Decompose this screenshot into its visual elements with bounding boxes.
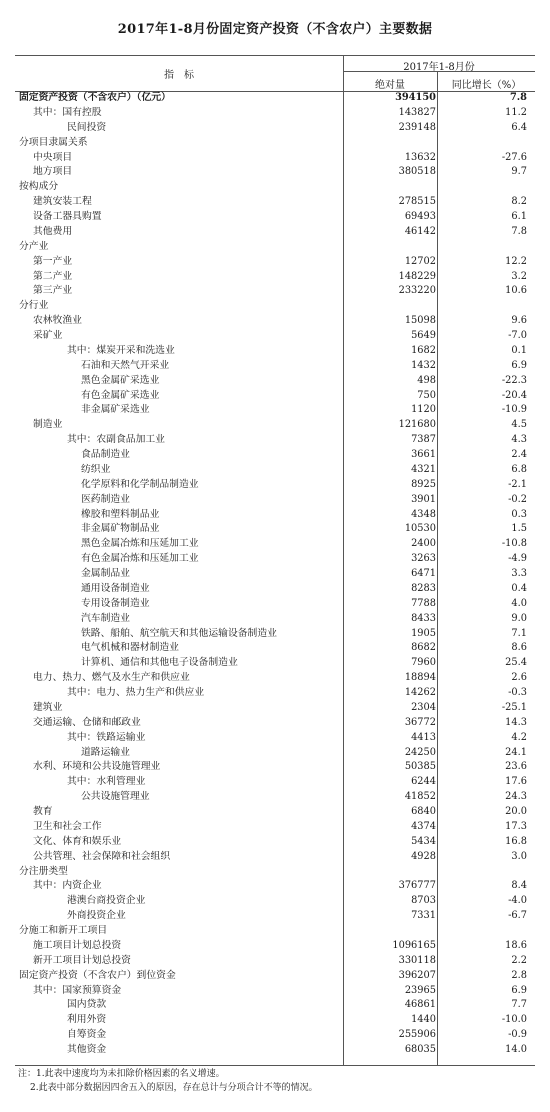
row-absolute-value: 3901: [411, 493, 436, 505]
row-growth-value: 25.4: [505, 657, 527, 669]
row-label: 电力、热力、燃气及水生产和供应业: [33, 672, 190, 684]
header-period: 2017年1-8月份: [403, 62, 475, 73]
row-growth-value: -6.7: [508, 910, 527, 922]
row-label: 交通运输、仓储和邮政业: [33, 716, 141, 728]
row-absolute-value: 2400: [411, 538, 436, 550]
row-growth-value: 2.8: [511, 969, 527, 981]
row-label: 公共设施管理业: [81, 791, 150, 803]
row-growth-value: 6.9: [511, 359, 527, 371]
row-label: 石油和天然气开采业: [81, 359, 170, 371]
row-growth-value: 4.5: [511, 419, 527, 431]
row-label: 新开工项目计划总投资: [33, 954, 131, 966]
row-growth-value: 20.0: [505, 806, 527, 817]
table-row: [15, 760, 535, 775]
row-growth-value: -4.9: [508, 553, 527, 565]
row-growth-value: -22.3: [501, 374, 527, 386]
row-label: 其中：农副食品加工业: [67, 434, 165, 446]
row-label: 其中：水利管理业: [67, 776, 146, 788]
table-row: [15, 284, 535, 299]
row-growth-value: 2.2: [511, 954, 527, 966]
table-row: [15, 686, 535, 701]
row-growth-value: 18.6: [505, 939, 527, 951]
row-absolute-value: 1432: [411, 359, 436, 371]
row-growth-value: 0.1: [511, 344, 527, 356]
row-absolute-value: 7960: [411, 657, 436, 669]
table-row: [15, 701, 535, 716]
row-growth-value: -7.0: [508, 330, 527, 341]
row-growth-value: -2.1: [508, 478, 527, 490]
table-row: [15, 716, 535, 731]
table-row: [15, 389, 535, 404]
row-growth-value: 7.1: [511, 627, 527, 639]
table-row: [15, 359, 535, 374]
row-label: 外商投资企业: [67, 910, 126, 922]
header-top-rule: [15, 55, 535, 56]
row-absolute-value: 6244: [411, 776, 436, 788]
row-absolute-value: 330118: [398, 954, 436, 966]
row-growth-value: 1.5: [511, 523, 527, 535]
table-row: [15, 582, 535, 597]
table-row: [15, 136, 535, 151]
row-absolute-value: 255906: [398, 1029, 436, 1041]
row-absolute-value: 8283: [411, 582, 436, 594]
page-title: 2017年1-8月份固定资产投资（不含农户）主要数据: [117, 22, 433, 37]
row-absolute-value: 498: [417, 374, 436, 386]
row-label: 化学原料和化学制品制造业: [81, 478, 199, 490]
table-bottom-rule: [15, 1065, 535, 1066]
row-label: 公共管理、社会保障和社会组织: [33, 850, 171, 862]
row-absolute-value: 1682: [411, 344, 436, 356]
table-row: [15, 344, 535, 359]
table-row: [15, 656, 535, 671]
row-growth-value: -10.9: [501, 404, 527, 416]
table-row: [15, 552, 535, 567]
row-growth-value: 7.8: [509, 92, 527, 103]
row-absolute-value: 41852: [404, 791, 436, 803]
row-absolute-value: 8682: [411, 642, 436, 654]
table-row: [15, 314, 535, 329]
table-row: [15, 924, 535, 939]
row-growth-value: 0.4: [511, 582, 527, 594]
row-label: 分产业: [19, 240, 49, 252]
row-absolute-value: 4321: [411, 463, 436, 475]
row-absolute-value: 1096165: [392, 939, 436, 951]
row-label: 利用外资: [67, 1014, 107, 1026]
row-growth-value: 2.6: [511, 672, 527, 684]
table-row: [15, 939, 535, 954]
table-row: [15, 478, 535, 493]
row-label: 采矿业: [33, 330, 63, 341]
row-absolute-value: 23965: [404, 984, 436, 996]
row-growth-value: 6.9: [511, 984, 527, 996]
column-divider: [343, 91, 344, 1065]
row-label: 有色金属矿采选业: [81, 389, 160, 401]
header-absolute: 绝对量: [375, 80, 405, 91]
row-label: 固定资产投资（不含农户）到位资金: [19, 969, 176, 981]
row-label: 电气机械和器材制造业: [81, 642, 179, 654]
row-label: 其中：电力、热力生产和供应业: [67, 687, 205, 698]
row-growth-value: -0.2: [508, 493, 527, 505]
table-row: [15, 850, 535, 865]
row-absolute-value: 233220: [398, 285, 436, 297]
row-label: 港澳台商投资企业: [67, 895, 146, 907]
row-label: 分行业: [19, 300, 49, 312]
footnotes: [18, 1067, 318, 1095]
table-row: [15, 270, 535, 285]
row-growth-value: 8.4: [511, 880, 527, 892]
row-absolute-value: 8433: [411, 612, 436, 624]
row-growth-value: 9.7: [511, 166, 527, 178]
row-absolute-value: 380518: [398, 166, 436, 178]
row-label: 食品制造业: [81, 449, 130, 460]
row-absolute-value: 143827: [398, 106, 436, 118]
row-label: 第二产业: [33, 270, 73, 282]
table-row: [15, 225, 535, 240]
row-label: 有色金属冶炼和压延加工业: [81, 553, 199, 565]
table-row: [15, 746, 535, 761]
row-label: 第一产业: [33, 255, 73, 267]
row-absolute-value: 376777: [398, 880, 436, 892]
row-label: 教育: [33, 806, 53, 817]
row-growth-value: -4.0: [508, 895, 527, 907]
row-absolute-value: 7788: [411, 597, 436, 609]
row-growth-value: 8.2: [511, 196, 527, 208]
row-growth-value: -0.3: [508, 687, 527, 698]
row-growth-value: 3.2: [511, 270, 527, 282]
footnote-1: 注：1.此表中速度均为未扣除价格因素的名义增速。: [18, 1069, 225, 1079]
table-row: [15, 240, 535, 255]
table-header: [15, 55, 535, 91]
table-row: [15, 91, 535, 106]
table-row: [15, 522, 535, 537]
table-row: [15, 641, 535, 656]
row-label: 设备工器具购置: [33, 211, 102, 222]
row-label: 橡胶和塑料制品业: [81, 508, 160, 520]
row-growth-value: 14.3: [505, 716, 527, 728]
row-absolute-value: 68035: [404, 1044, 436, 1055]
table-row: [15, 567, 535, 582]
row-absolute-value: 46861: [404, 999, 436, 1011]
table-row: [15, 195, 535, 210]
table-row: [15, 1028, 535, 1043]
row-label: 其他费用: [33, 225, 73, 237]
row-absolute-value: 7331: [411, 910, 436, 922]
table-row: [15, 984, 535, 999]
table-row: [15, 835, 535, 850]
row-growth-value: -10.8: [501, 538, 527, 550]
row-label: 其中：国有控股: [33, 106, 102, 118]
row-growth-value: 14.0: [505, 1044, 527, 1055]
row-absolute-value: 148229: [398, 270, 436, 282]
row-absolute-value: 7387: [411, 434, 436, 446]
row-growth-value: 6.4: [511, 121, 527, 133]
row-absolute-value: 69493: [404, 211, 436, 222]
row-label: 建筑业: [33, 701, 63, 713]
table-row: [15, 418, 535, 433]
row-growth-value: -10.0: [501, 1014, 527, 1026]
row-label: 黑色金属冶炼和压延加工业: [81, 538, 199, 550]
row-absolute-value: 4928: [411, 850, 436, 862]
row-growth-value: 2.4: [511, 449, 527, 460]
row-absolute-value: 4413: [411, 731, 436, 743]
table-row: [15, 433, 535, 448]
row-absolute-value: 4348: [411, 508, 436, 520]
row-growth-value: 8.6: [511, 642, 527, 654]
table-row: [15, 894, 535, 909]
table-row: [15, 151, 535, 166]
row-label: 分项目隶属关系: [19, 136, 88, 148]
table-row: [15, 969, 535, 984]
row-absolute-value: 394150: [395, 92, 436, 103]
row-growth-value: 17.6: [505, 776, 527, 788]
row-absolute-value: 15098: [404, 315, 436, 327]
row-label: 计算机、通信和其他电子设备制造业: [81, 657, 238, 669]
row-label: 施工项目计划总投资: [33, 939, 122, 951]
row-absolute-value: 50385: [404, 761, 436, 773]
row-label: 建筑安装工程: [33, 196, 92, 208]
row-absolute-value: 3263: [411, 553, 436, 565]
row-label: 其中：煤炭开采和洗选业: [67, 344, 175, 356]
row-absolute-value: 18894: [404, 672, 436, 684]
table-row: [15, 1043, 535, 1058]
header-indicator: 指 标: [164, 70, 194, 81]
table-row: [15, 790, 535, 805]
row-label: 铁路、船舶、航空航天和其他运输设备制造业: [81, 627, 277, 639]
table-row: [15, 627, 535, 642]
row-absolute-value: 24250: [404, 746, 436, 758]
row-label: 黑色金属矿采选业: [81, 374, 160, 386]
row-absolute-value: 1120: [411, 404, 436, 416]
row-growth-value: 4.0: [511, 597, 527, 609]
table-row: [15, 165, 535, 180]
table-row: [15, 537, 535, 552]
row-absolute-value: 1905: [411, 627, 436, 639]
table-row: [15, 775, 535, 790]
row-growth-value: 11.2: [505, 106, 527, 118]
table-row: [15, 403, 535, 418]
row-label: 国内贷款: [67, 999, 107, 1011]
column-divider-2: [437, 91, 438, 1065]
row-label: 纺织业: [81, 463, 111, 475]
row-growth-value: 10.6: [505, 285, 527, 297]
table-row: [15, 299, 535, 314]
row-label: 第三产业: [33, 285, 73, 297]
row-growth-value: 0.3: [511, 508, 527, 520]
row-absolute-value: 13632: [404, 151, 436, 163]
table-row: [15, 448, 535, 463]
row-growth-value: 17.3: [505, 820, 527, 832]
row-label: 中央项目: [33, 151, 73, 163]
row-label: 其中：国家预算资金: [33, 984, 122, 996]
row-label: 水利、环境和公共设施管理业: [33, 761, 161, 773]
table-row: [15, 820, 535, 835]
table-row: [15, 180, 535, 195]
row-growth-value: 4.3: [511, 434, 527, 446]
row-label: 卫生和社会工作: [33, 820, 102, 832]
row-label: 医药制造业: [81, 493, 130, 505]
row-absolute-value: 46142: [404, 225, 436, 237]
row-growth-value: 9.0: [511, 612, 527, 624]
row-growth-value: -27.6: [501, 151, 527, 163]
table-row: [15, 1013, 535, 1028]
row-growth-value: 23.6: [505, 761, 527, 773]
row-absolute-value: 6840: [411, 806, 436, 817]
table-row: [15, 731, 535, 746]
row-label: 制造业: [33, 419, 63, 431]
table-row: [15, 671, 535, 686]
table-row: [15, 805, 535, 820]
table-row: [15, 106, 535, 121]
row-growth-value: 6.8: [511, 463, 527, 475]
row-label: 通用设备制造业: [81, 582, 150, 594]
table-row: [15, 210, 535, 225]
footnote-2: 2.此表中部分数据因四舍五入的原因，存在总计与分项合计不等的情况。: [30, 1083, 318, 1093]
table-row: [15, 121, 535, 136]
row-label: 金属制品业: [81, 568, 130, 579]
table-row: [15, 597, 535, 612]
row-absolute-value: 6471: [411, 568, 436, 579]
row-label: 非金属矿物制品业: [81, 523, 160, 535]
row-absolute-value: 8703: [411, 895, 436, 907]
row-absolute-value: 12702: [404, 255, 436, 267]
row-absolute-value: 750: [417, 389, 436, 401]
table-row: [15, 255, 535, 270]
row-growth-value: 7.8: [511, 225, 527, 237]
row-absolute-value: 396207: [398, 969, 436, 981]
table-row: [15, 612, 535, 627]
table-row: [15, 909, 535, 924]
row-label: 其中：铁路运输业: [67, 731, 146, 743]
table-row: [15, 374, 535, 389]
row-absolute-value: 4374: [411, 820, 436, 832]
row-absolute-value: 121680: [398, 419, 436, 431]
row-growth-value: 16.8: [505, 835, 527, 847]
table-row: [15, 998, 535, 1013]
row-absolute-value: 10530: [404, 523, 436, 535]
row-label: 其他资金: [67, 1044, 107, 1055]
row-label: 分注册类型: [19, 865, 68, 877]
table-row: [15, 865, 535, 880]
row-label: 道路运输业: [81, 746, 130, 758]
row-absolute-value: 239148: [398, 121, 436, 133]
table-row: [15, 508, 535, 523]
row-label: 汽车制造业: [81, 612, 130, 624]
row-absolute-value: 278515: [398, 196, 436, 208]
row-absolute-value: 5434: [411, 835, 436, 847]
row-label: 地方项目: [33, 166, 73, 178]
row-growth-value: 12.2: [505, 255, 527, 267]
row-growth-value: 6.1: [511, 211, 527, 222]
row-growth-value: -0.9: [508, 1029, 527, 1041]
table-row: [15, 329, 535, 344]
row-label: 农林牧渔业: [33, 315, 82, 327]
row-growth-value: -20.4: [501, 389, 527, 401]
row-absolute-value: 36772: [404, 716, 436, 728]
row-absolute-value: 3661: [411, 449, 436, 460]
row-absolute-value: 1440: [411, 1014, 436, 1026]
row-label: 固定资产投资（不含农户）（亿元）: [19, 92, 171, 103]
row-growth-value: 9.6: [511, 315, 527, 327]
row-growth-value: 3.3: [511, 568, 527, 579]
table-row: [15, 954, 535, 969]
row-absolute-value: 5649: [411, 330, 436, 341]
row-label: 专用设备制造业: [81, 597, 150, 609]
table-row: [15, 879, 535, 894]
header-growth: 同比增长（%）: [451, 80, 522, 91]
row-growth-value: 7.7: [511, 999, 527, 1011]
row-growth-value: 24.3: [505, 791, 527, 803]
row-label: 分施工和新开工项目: [19, 925, 108, 936]
row-label: 其中：内资企业: [33, 880, 102, 892]
row-label: 按构成分: [19, 181, 59, 193]
row-label: 自筹资金: [67, 1029, 107, 1041]
table-row: [15, 463, 535, 478]
row-label: 非金属矿采选业: [81, 404, 150, 416]
row-growth-value: -25.1: [501, 701, 527, 713]
row-absolute-value: 2304: [411, 701, 436, 713]
row-growth-value: 3.0: [511, 850, 527, 862]
row-absolute-value: 14262: [404, 687, 436, 698]
data-table: [15, 91, 535, 1058]
row-label: 民间投资: [67, 121, 107, 133]
row-absolute-value: 8925: [411, 478, 436, 490]
table-row: [15, 493, 535, 508]
row-label: 文化、体育和娱乐业: [33, 835, 122, 847]
row-growth-value: 24.1: [505, 746, 527, 758]
row-growth-value: 4.2: [511, 731, 527, 743]
